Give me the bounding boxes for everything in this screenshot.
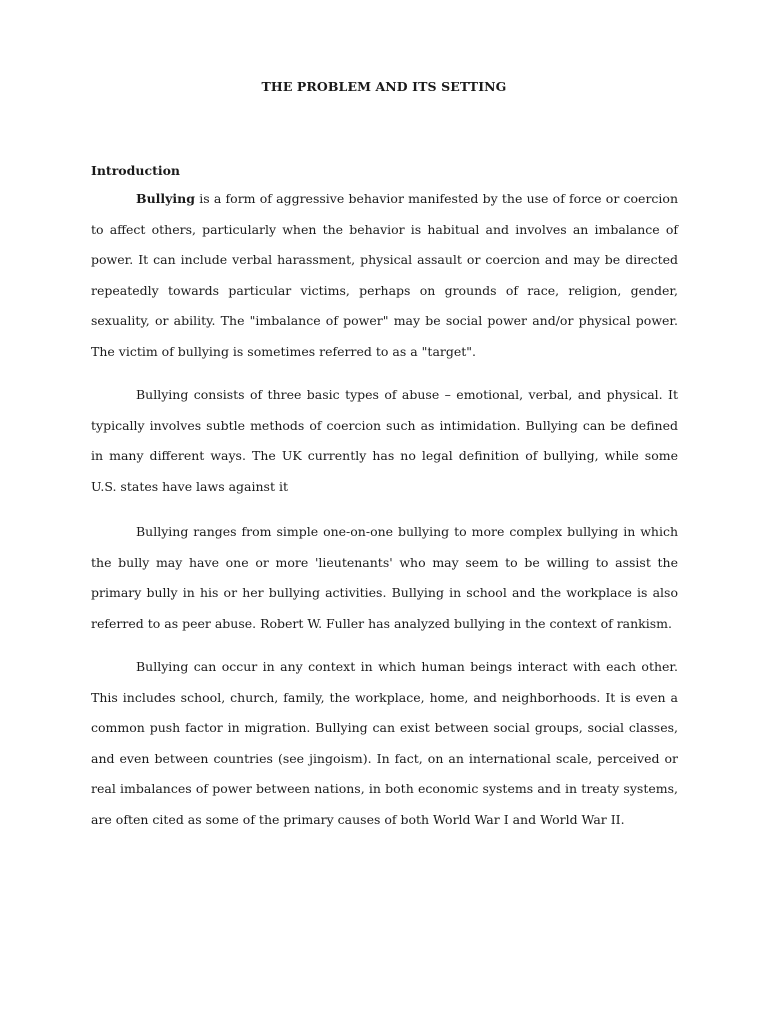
paragraph-4-text: Bullying can occur in any context in which human beings interact with each other. This includes school, church, family, the workplace, home, and neighborhoods. It is even a common push factor in migration. Bullying can exist between social groups, social classes, and even between countries (see jingoism). In fact, on an international scale, perceived or real imbalances of power between nations, in both economic systems and in treaty systems, are often cited as some of the primary causes of both World War I and World War II.	[91, 659, 678, 827]
paragraph-2-text: Bullying consists of three basic types of abuse – emotional, verbal, and physical. It typically involves subtle methods of coercion such as intimidation. Bullying can be defined in many different ways. The UK currently has no legal definition of bullying, while some U.S. states have laws against it	[91, 387, 678, 494]
paragraph-4	[91, 652, 678, 835]
paragraph-2	[91, 380, 678, 502]
section-heading: Introduction	[91, 163, 181, 178]
paragraph-1-bold-term: Bullying	[136, 191, 195, 206]
document-title: THE PROBLEM AND ITS SETTING	[261, 79, 507, 94]
paragraph-3-text: Bullying ranges from simple one-on-one bullying to more complex bullying in which the bully may have one or more 'lieutenants' who may seem to be willing to assist the primary bully in his or her bullying activities. Bullying in school and the workplace is also referred to as peer abuse. Robert W. Fuller has analyzed bullying in the context of rankism.	[91, 524, 678, 631]
paragraph-1-text: is a form of aggressive behavior manifested by the use of force or coercion to affect others, particularly when the behavior is habitual and involves an imbalance of power. It can include verbal harassment, physical assault or coercion and may be directed repeatedly towards particular victims, perhaps on grounds of race, religion, gender, sexuality, or ability. The "imbalance of power" may be social power and/or physical power. The victim of bullying is sometimes referred to as a "target".	[91, 191, 678, 359]
paragraph-1	[91, 184, 678, 367]
paragraph-3	[91, 517, 678, 639]
